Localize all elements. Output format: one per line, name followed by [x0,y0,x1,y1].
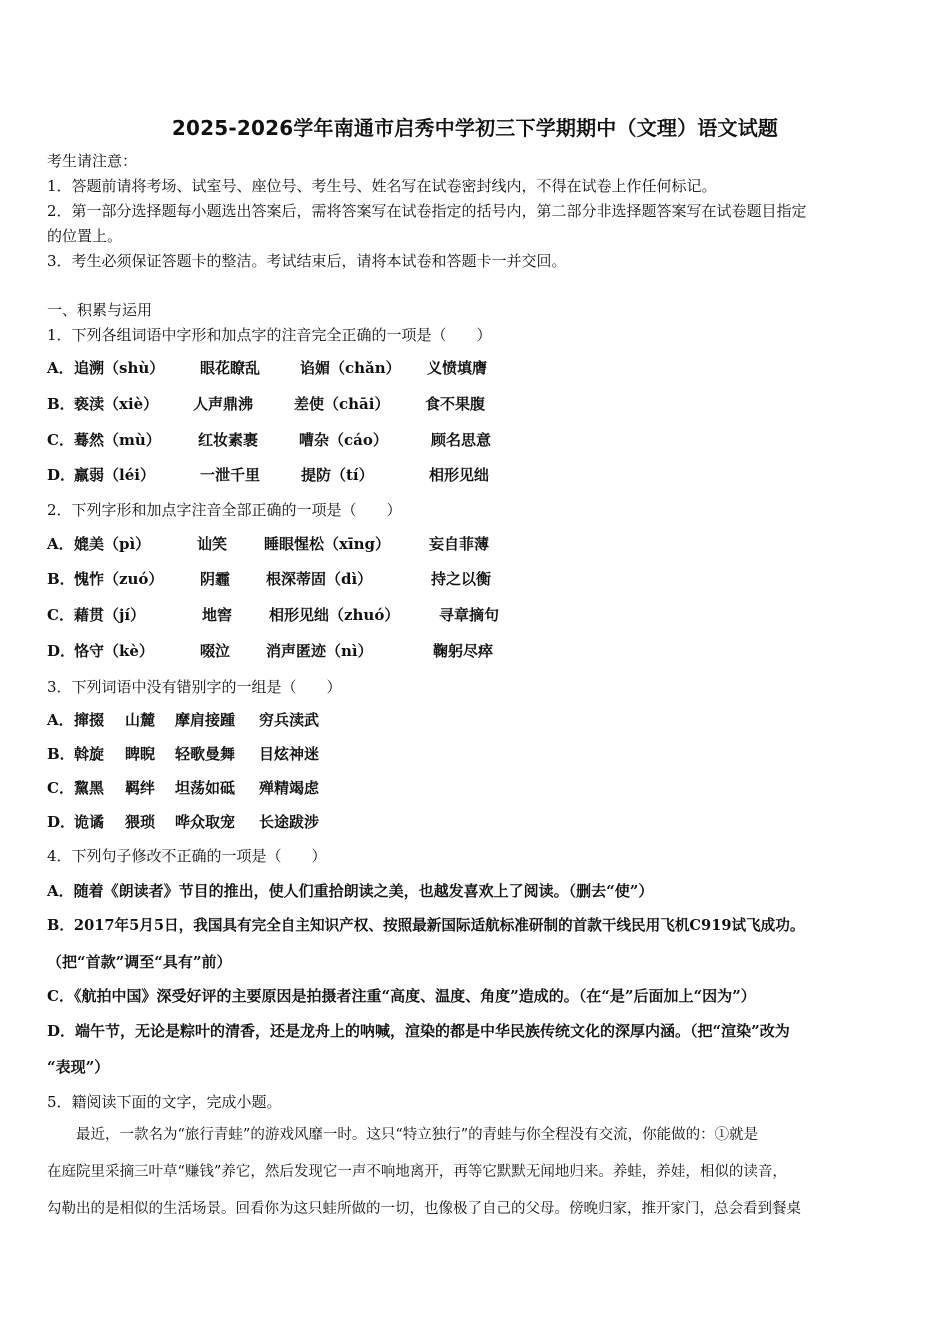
option-label: B． [47,570,75,588]
page-title: 2025-2026学年南通市启秀中学初三下学期期中（文理）语文试题 [171,116,779,140]
option-cell: 根深蒂固（dì） [266,570,373,588]
option-cell: 羸弱（léi） [74,466,155,484]
option-label: D． [47,642,76,660]
option-label: C． [47,431,74,449]
option-cell: 斡旋 [74,745,105,763]
option-cell: 羁绊 [125,779,156,797]
option-cell: 恪守（kè） [74,642,154,660]
section-heading: 一、积累与运用 [47,301,153,319]
notice-item-1: 1．答题前请将考场、试室号、座位号、考生号、姓名写在试卷密封线内，不得在试卷上作任何标记。 [47,177,717,195]
option-cell: 山麓 [125,711,156,729]
option-cell: 寻章摘句 [439,606,500,624]
option-cell: 穷兵渎武 [259,711,320,729]
option-label: A． [47,711,74,729]
option-cell: 嘈杂（cáo） [299,431,388,449]
reading-line-2: 在庭院里采摘三叶草“赚钱”养它，然后发现它一声不响地离开，再等它默默无闻地归来。养蛙，养娃，相似的读音， [47,1164,787,1180]
option-cell: 持之以衡 [431,570,492,588]
reading-line-3: 勾勒出的是相似的生活场景。回看你为这只蛙所做的一切，也像极了自己的父母。傍晚归家，推开家门，总会看到餐桌 [47,1201,801,1217]
option-label: D． [47,813,76,831]
option-cell: 地窖 [202,606,233,624]
option-cell: 差使（chāi） [294,395,390,413]
q5-stem: 5．籍阅读下面的文字，完成小题。 [47,1093,282,1111]
option-cell: 诡谲 [74,813,105,831]
option-label: A． [47,359,74,377]
option-cell: 撺掇 [74,711,105,729]
option-cell: 目炫神迷 [259,745,320,763]
notice-heading: 考生请注意： [47,152,138,170]
q4-option-d-cont: “表现”） [47,1058,110,1076]
q4-stem: 4．下列句子修改不正确的一项是（ ） [47,847,327,865]
option-cell: 红妆素裹 [198,431,259,449]
q4-option-a: A．随着《朗读者》节目的推出，使人们重拾朗读之美，也越发喜欢上了阅读。（删去“使”） [47,882,654,900]
option-label: A． [47,535,74,553]
option-cell: 啜泣 [200,642,231,660]
option-cell: 黧黑 [74,779,105,797]
option-cell: 鞠躬尽瘁 [433,642,494,660]
q2-stem: 2．下列字形和加点字注音全部正确的一项是（ ） [47,501,402,519]
option-cell: 摩肩接踵 [175,711,236,729]
option-cell: 媲美（pì） [74,535,151,553]
notice-item-2: 2．第一部分选择题每小题选出答案后，需将答案写在试卷指定的括号内，第二部分非选择题答案写在试卷题目指定 [47,202,807,220]
option-cell: 一泄千里 [200,466,261,484]
notice-item-2-cont: 的位置上。 [47,227,123,245]
q4-option-b: B．2017年5月5日，我国具有完全自主知识产权、按照最新国际适航标准研制的首款干线民用飞机C919试飞成功。 [47,917,805,934]
option-cell: 哗众取宠 [175,813,236,831]
option-cell: 蓦然（mù） [74,431,161,449]
q4-option-c: C．《航拍中国》深受好评的主要原因是拍摄者注重“高度、温度、角度”造成的。（在“是”后面加上“因为”） [47,987,756,1005]
option-label: C． [47,779,74,797]
option-label: B． [47,395,75,413]
option-cell: 妄自菲薄 [429,535,490,553]
option-cell: 阴霾 [200,570,231,588]
reading-line-1: 最近，一款名为“旅行青蛙”的游戏风靡一时。这只“特立独行”的青蛙与你全程没有交流，你能做的：①就是 [47,1127,759,1143]
option-cell: 睥睨 [125,745,156,763]
option-cell: 人声鼎沸 [193,395,254,413]
notice-item-3: 3．考生必须保证答题卡的整洁。考试结束后，请将本试卷和答题卡一并交回。 [47,252,567,270]
option-cell: 食不果腹 [425,395,486,413]
option-label: C． [47,606,74,624]
option-label: B． [47,745,75,763]
option-cell: 提防（tí） [301,466,374,484]
option-cell: 藉贯（jí） [74,606,146,624]
option-cell: 轻歌曼舞 [175,745,236,763]
q1-stem: 1．下列各组词语中字形和加点字的注音完全正确的一项是（ ） [47,326,492,344]
option-cell: 眼花瞭乱 [200,359,261,377]
option-cell: 睡眼惺松（xīng） [264,535,391,553]
option-cell: 坦荡如砥 [175,779,236,797]
option-cell: 义愤填膺 [427,359,488,377]
option-cell: 猥琐 [125,813,156,831]
option-cell: 相形见绌 [429,466,490,484]
option-cell: 讪笑 [197,535,228,553]
q3-stem: 3．下列词语中没有错别字的一组是（ ） [47,678,342,696]
option-cell: 顾名思意 [431,431,492,449]
option-label: D． [47,466,76,484]
q4-option-d: D．端午节，无论是粽叶的清香，还是龙舟上的呐喊，渲染的都是中华民族传统文化的深厚内涵。（把“渲染”改为 [47,1022,790,1040]
option-cell: 追溯（shù） [74,359,165,377]
option-cell: 殚精竭虑 [259,779,320,797]
option-cell: 亵渎（xiè） [74,395,159,413]
option-cell: 长途跋涉 [259,813,320,831]
option-cell: 相形见绌（zhuó） [269,606,400,624]
option-cell: 消声匿迹（nì） [266,642,373,660]
option-cell: 愧怍（zuó） [74,570,164,588]
q4-option-b-cont: （把“首款”调至“具有”前） [47,953,232,971]
option-cell: 谄媚（chǎn） [300,359,401,377]
